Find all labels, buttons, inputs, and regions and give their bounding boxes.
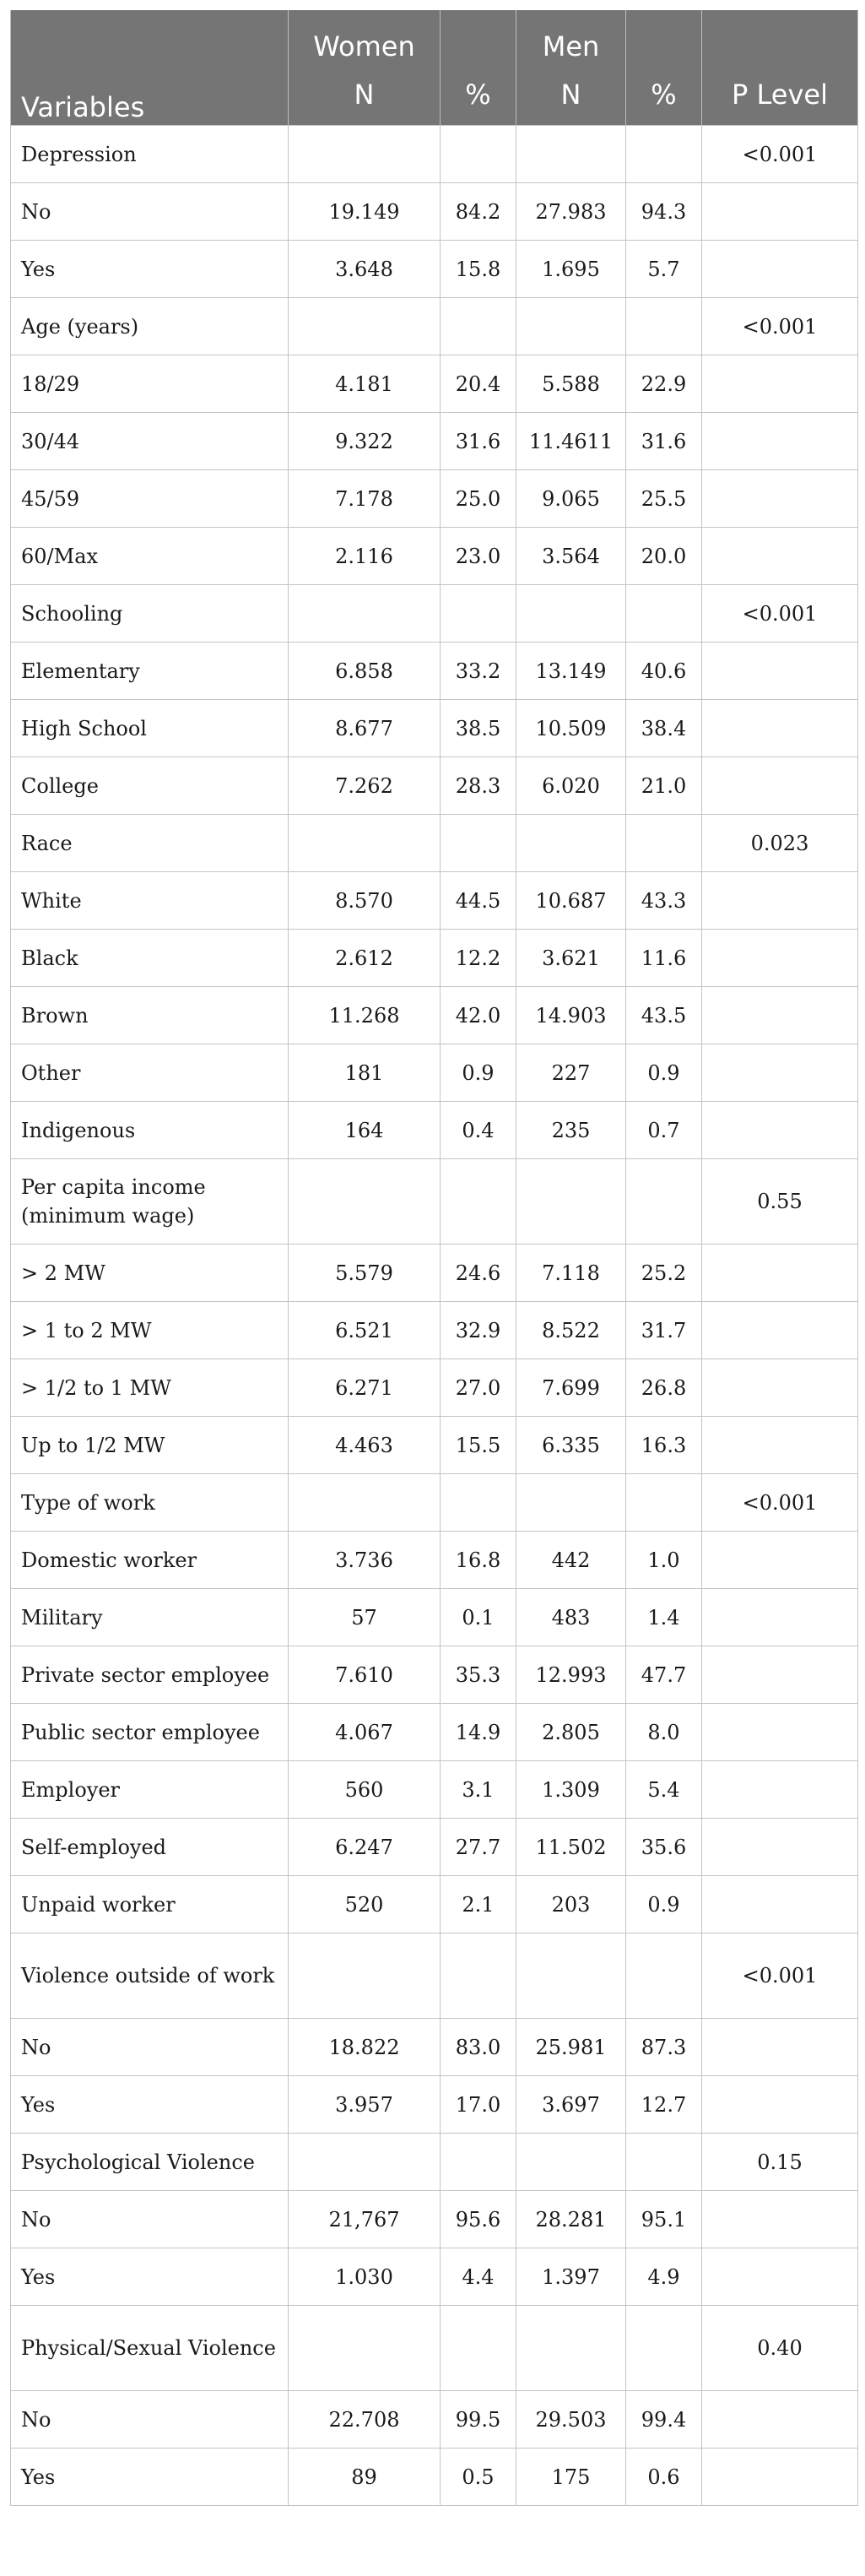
cell-men-n: 175 (516, 2449, 626, 2506)
cell-women-pct (441, 1474, 516, 1532)
cell-variable: 18/29 (11, 355, 289, 413)
cell-women-n: 4.463 (289, 1417, 441, 1474)
cell-p-level (702, 1359, 858, 1417)
cell-women-pct: 84.2 (441, 183, 516, 241)
cell-women-pct: 16.8 (441, 1532, 516, 1589)
cell-women-n: 57 (289, 1589, 441, 1646)
cell-women-pct: 42.0 (441, 987, 516, 1044)
cell-women-n: 4.067 (289, 1704, 441, 1761)
cell-men-pct: 94.3 (626, 183, 702, 241)
cell-p-level (702, 1819, 858, 1876)
cell-women-pct: 2.1 (441, 1876, 516, 1933)
cell-women-pct (441, 126, 516, 183)
cell-variable: Psychological Violence (11, 2134, 289, 2191)
header-variables: Variables (11, 10, 289, 126)
cell-women-pct: 27.0 (441, 1359, 516, 1417)
cell-men-n (516, 2134, 626, 2191)
cell-women-n: 11.268 (289, 987, 441, 1044)
cell-men-n: 3.621 (516, 930, 626, 987)
cell-p-level (702, 987, 858, 1044)
cell-p-level (702, 2449, 858, 2506)
table-row (11, 1532, 858, 1589)
cell-p-level (702, 872, 858, 930)
table-row (11, 1474, 858, 1532)
cell-women-n: 8.677 (289, 700, 441, 757)
cell-men-pct: 40.6 (626, 643, 702, 700)
cell-variable: Self-employed (11, 1819, 289, 1876)
data-table (10, 10, 858, 2506)
cell-women-n: 9.322 (289, 413, 441, 470)
cell-men-pct (626, 2306, 702, 2391)
cell-women-pct (441, 585, 516, 643)
table-row (11, 1359, 858, 1417)
cell-men-n: 8.522 (516, 1302, 626, 1359)
cell-variable: High School (11, 700, 289, 757)
table-row (11, 2019, 858, 2076)
header-row-groups (11, 10, 858, 64)
cell-men-pct: 5.4 (626, 1761, 702, 1819)
table-row (11, 355, 858, 413)
cell-women-n (289, 585, 441, 643)
cell-women-pct: 14.9 (441, 1704, 516, 1761)
cell-p-level (702, 1876, 858, 1933)
cell-men-pct: 0.6 (626, 2449, 702, 2506)
cell-men-n: 6.335 (516, 1417, 626, 1474)
cell-p-level (702, 1417, 858, 1474)
cell-men-n (516, 585, 626, 643)
cell-variable: Race (11, 815, 289, 872)
table-body (11, 126, 858, 2506)
cell-variable: Yes (11, 2248, 289, 2306)
table-row (11, 1589, 858, 1646)
cell-men-pct: 11.6 (626, 930, 702, 987)
cell-men-pct (626, 815, 702, 872)
table-row (11, 298, 858, 355)
cell-women-pct: 0.1 (441, 1589, 516, 1646)
cell-p-level: <0.001 (702, 1933, 858, 2019)
cell-men-n (516, 298, 626, 355)
cell-men-pct: 22.9 (626, 355, 702, 413)
cell-p-level (702, 2391, 858, 2449)
cell-men-pct: 31.7 (626, 1302, 702, 1359)
cell-men-n: 27.983 (516, 183, 626, 241)
cell-women-n (289, 298, 441, 355)
cell-men-pct (626, 2134, 702, 2191)
table-row (11, 528, 858, 585)
cell-p-level: 0.023 (702, 815, 858, 872)
cell-men-pct: 4.9 (626, 2248, 702, 2306)
cell-men-pct: 12.7 (626, 2076, 702, 2134)
cell-women-n: 19.149 (289, 183, 441, 241)
cell-variable: 30/44 (11, 413, 289, 470)
cell-men-n: 10.509 (516, 700, 626, 757)
cell-men-n (516, 1474, 626, 1532)
cell-women-pct (441, 2306, 516, 2391)
cell-p-level (702, 2019, 858, 2076)
cell-men-n: 25.981 (516, 2019, 626, 2076)
cell-men-n (516, 126, 626, 183)
table-row (11, 126, 858, 183)
table-row (11, 1819, 858, 1876)
cell-men-pct: 20.0 (626, 528, 702, 585)
cell-variable: 45/59 (11, 470, 289, 528)
cell-men-n (516, 1933, 626, 2019)
cell-women-pct: 44.5 (441, 872, 516, 930)
cell-men-n: 29.503 (516, 2391, 626, 2449)
cell-men-pct (626, 1933, 702, 2019)
cell-women-pct: 99.5 (441, 2391, 516, 2449)
cell-women-pct: 0.9 (441, 1044, 516, 1102)
cell-women-pct: 95.6 (441, 2191, 516, 2248)
header-men-pct: % (626, 64, 702, 126)
cell-women-pct (441, 2134, 516, 2191)
cell-men-pct: 43.5 (626, 987, 702, 1044)
table-row (11, 1159, 858, 1245)
cell-p-level: <0.001 (702, 585, 858, 643)
cell-women-n (289, 1159, 441, 1245)
cell-women-n: 6.521 (289, 1302, 441, 1359)
cell-variable: Indigenous (11, 1102, 289, 1159)
cell-men-pct: 35.6 (626, 1819, 702, 1876)
cell-men-pct (626, 585, 702, 643)
cell-women-pct: 20.4 (441, 355, 516, 413)
cell-women-pct: 27.7 (441, 1819, 516, 1876)
cell-variable: Public sector employee (11, 1704, 289, 1761)
cell-men-pct (626, 1159, 702, 1245)
cell-women-pct: 15.5 (441, 1417, 516, 1474)
cell-women-n: 7.610 (289, 1646, 441, 1704)
cell-women-n: 6.271 (289, 1359, 441, 1417)
cell-women-pct: 33.2 (441, 643, 516, 700)
table-row (11, 585, 858, 643)
cell-p-level (702, 1532, 858, 1589)
cell-variable: Yes (11, 241, 289, 298)
cell-women-n: 2.612 (289, 930, 441, 987)
cell-men-pct: 87.3 (626, 2019, 702, 2076)
cell-variable: No (11, 2391, 289, 2449)
cell-men-n: 10.687 (516, 872, 626, 930)
cell-women-n: 7.178 (289, 470, 441, 528)
cell-variable: Military (11, 1589, 289, 1646)
cell-women-pct: 0.4 (441, 1102, 516, 1159)
cell-variable: Black (11, 930, 289, 987)
cell-women-n: 89 (289, 2449, 441, 2506)
cell-men-pct: 25.5 (626, 470, 702, 528)
cell-variable: Per capita income (minimum wage) (11, 1159, 289, 1245)
cell-variable: Elementary (11, 643, 289, 700)
cell-women-n: 3.648 (289, 241, 441, 298)
cell-women-n: 164 (289, 1102, 441, 1159)
cell-p-level (702, 528, 858, 585)
cell-women-n (289, 1474, 441, 1532)
cell-women-pct: 28.3 (441, 757, 516, 815)
cell-men-n (516, 2306, 626, 2391)
cell-women-n: 3.957 (289, 2076, 441, 2134)
cell-women-pct: 4.4 (441, 2248, 516, 2306)
cell-women-n: 1.030 (289, 2248, 441, 2306)
cell-p-level (702, 241, 858, 298)
cell-women-pct: 17.0 (441, 2076, 516, 2134)
cell-variable: Brown (11, 987, 289, 1044)
cell-variable: Private sector employee (11, 1646, 289, 1704)
cell-variable: Physical/Sexual Violence (11, 2306, 289, 2391)
cell-variable: White (11, 872, 289, 930)
cell-men-n: 5.588 (516, 355, 626, 413)
cell-men-n: 442 (516, 1532, 626, 1589)
cell-men-pct: 16.3 (626, 1417, 702, 1474)
cell-women-n (289, 1933, 441, 2019)
cell-p-level (702, 1044, 858, 1102)
header-women-spacer (441, 10, 516, 64)
cell-variable: Other (11, 1044, 289, 1102)
table-row (11, 2076, 858, 2134)
cell-men-n: 235 (516, 1102, 626, 1159)
table-row (11, 1302, 858, 1359)
cell-men-pct: 1.0 (626, 1532, 702, 1589)
table-row (11, 1102, 858, 1159)
table-row (11, 2306, 858, 2391)
cell-variable: Up to 1/2 MW (11, 1417, 289, 1474)
cell-women-pct (441, 1933, 516, 2019)
cell-p-level (702, 1589, 858, 1646)
cell-men-n: 2.805 (516, 1704, 626, 1761)
cell-men-pct: 31.6 (626, 413, 702, 470)
header-women: Women (289, 10, 441, 64)
header-p-spacer (702, 10, 858, 64)
cell-variable: No (11, 2191, 289, 2248)
cell-men-pct: 21.0 (626, 757, 702, 815)
cell-men-pct: 5.7 (626, 241, 702, 298)
cell-women-n: 2.116 (289, 528, 441, 585)
header-men-spacer (626, 10, 702, 64)
cell-p-level (702, 1646, 858, 1704)
table-row (11, 2248, 858, 2306)
cell-men-pct (626, 1474, 702, 1532)
cell-men-n: 9.065 (516, 470, 626, 528)
table-row (11, 1417, 858, 1474)
table-row (11, 1876, 858, 1933)
cell-women-n: 21,767 (289, 2191, 441, 2248)
cell-men-pct: 43.3 (626, 872, 702, 930)
cell-p-level: 0.55 (702, 1159, 858, 1245)
table-row (11, 2134, 858, 2191)
cell-men-pct: 26.8 (626, 1359, 702, 1417)
cell-women-pct: 23.0 (441, 528, 516, 585)
cell-men-n: 203 (516, 1876, 626, 1933)
cell-women-pct (441, 298, 516, 355)
cell-men-n: 11.4611 (516, 413, 626, 470)
cell-men-n: 1.397 (516, 2248, 626, 2306)
cell-men-n: 7.118 (516, 1245, 626, 1302)
header-women-n: N (289, 64, 441, 126)
cell-women-pct: 32.9 (441, 1302, 516, 1359)
table-header (11, 10, 858, 126)
table-row (11, 930, 858, 987)
table-row (11, 1245, 858, 1302)
cell-women-pct: 83.0 (441, 2019, 516, 2076)
cell-men-pct (626, 126, 702, 183)
cell-men-n (516, 815, 626, 872)
cell-variable: Unpaid worker (11, 1876, 289, 1933)
table-row (11, 700, 858, 757)
cell-women-n (289, 2306, 441, 2391)
table-row (11, 1704, 858, 1761)
cell-men-n: 13.149 (516, 643, 626, 700)
cell-p-level (702, 183, 858, 241)
cell-men-n: 1.309 (516, 1761, 626, 1819)
cell-men-n: 3.697 (516, 2076, 626, 2134)
table-row (11, 1044, 858, 1102)
cell-p-level (702, 643, 858, 700)
cell-women-n: 6.247 (289, 1819, 441, 1876)
cell-women-n: 6.858 (289, 643, 441, 700)
cell-p-level (702, 930, 858, 987)
cell-variable: Employer (11, 1761, 289, 1819)
cell-p-level: <0.001 (702, 126, 858, 183)
cell-men-n: 1.695 (516, 241, 626, 298)
cell-p-level (702, 413, 858, 470)
cell-women-n (289, 126, 441, 183)
cell-variable: Depression (11, 126, 289, 183)
table-row (11, 183, 858, 241)
cell-p-level (702, 1102, 858, 1159)
cell-p-level (702, 1704, 858, 1761)
table-row (11, 987, 858, 1044)
header-men: Men (516, 10, 626, 64)
cell-women-n (289, 2134, 441, 2191)
cell-p-level (702, 700, 858, 757)
cell-women-n: 4.181 (289, 355, 441, 413)
table-row (11, 241, 858, 298)
cell-men-pct: 8.0 (626, 1704, 702, 1761)
cell-women-n: 560 (289, 1761, 441, 1819)
cell-variable: College (11, 757, 289, 815)
cell-men-n: 28.281 (516, 2191, 626, 2248)
cell-variable: Schooling (11, 585, 289, 643)
cell-p-level: 0.15 (702, 2134, 858, 2191)
cell-women-pct: 25.0 (441, 470, 516, 528)
cell-women-pct: 31.6 (441, 413, 516, 470)
cell-men-pct: 0.9 (626, 1044, 702, 1102)
table-row (11, 470, 858, 528)
cell-women-n: 7.262 (289, 757, 441, 815)
cell-women-n: 520 (289, 1876, 441, 1933)
cell-p-level: <0.001 (702, 298, 858, 355)
cell-men-pct: 25.2 (626, 1245, 702, 1302)
cell-women-pct: 15.8 (441, 241, 516, 298)
cell-women-pct: 35.3 (441, 1646, 516, 1704)
cell-variable: > 1 to 2 MW (11, 1302, 289, 1359)
cell-women-pct (441, 1159, 516, 1245)
cell-p-level: 0.40 (702, 2306, 858, 2391)
cell-women-n (289, 815, 441, 872)
cell-women-pct: 38.5 (441, 700, 516, 757)
cell-women-n: 8.570 (289, 872, 441, 930)
cell-men-pct: 38.4 (626, 700, 702, 757)
cell-men-pct: 47.7 (626, 1646, 702, 1704)
cell-men-pct: 95.1 (626, 2191, 702, 2248)
cell-men-pct (626, 298, 702, 355)
cell-variable: Domestic worker (11, 1532, 289, 1589)
cell-women-n: 181 (289, 1044, 441, 1102)
cell-men-n: 227 (516, 1044, 626, 1102)
cell-men-pct: 0.7 (626, 1102, 702, 1159)
table-row (11, 413, 858, 470)
header-men-n: N (516, 64, 626, 126)
table-row (11, 2191, 858, 2248)
table-row (11, 643, 858, 700)
table-row (11, 757, 858, 815)
cell-men-pct: 99.4 (626, 2391, 702, 2449)
cell-variable: > 2 MW (11, 1245, 289, 1302)
table-row (11, 1646, 858, 1704)
cell-women-n: 22.708 (289, 2391, 441, 2449)
cell-p-level (702, 1761, 858, 1819)
table-row (11, 2449, 858, 2506)
cell-p-level (702, 1245, 858, 1302)
cell-variable: No (11, 183, 289, 241)
header-women-pct: % (441, 64, 516, 126)
cell-p-level (702, 2191, 858, 2248)
cell-men-n: 7.699 (516, 1359, 626, 1417)
cell-men-n: 12.993 (516, 1646, 626, 1704)
cell-p-level (702, 2076, 858, 2134)
cell-men-n: 3.564 (516, 528, 626, 585)
cell-variable: > 1/2 to 1 MW (11, 1359, 289, 1417)
cell-women-n: 3.736 (289, 1532, 441, 1589)
cell-p-level: <0.001 (702, 1474, 858, 1532)
cell-women-pct: 0.5 (441, 2449, 516, 2506)
table-row (11, 1761, 858, 1819)
cell-men-pct: 1.4 (626, 1589, 702, 1646)
cell-women-pct (441, 815, 516, 872)
cell-variable: Yes (11, 2449, 289, 2506)
cell-variable: Yes (11, 2076, 289, 2134)
cell-variable: Type of work (11, 1474, 289, 1532)
cell-p-level (702, 1302, 858, 1359)
table-row (11, 872, 858, 930)
table-row (11, 815, 858, 872)
cell-variable: Violence outside of work (11, 1933, 289, 2019)
cell-women-pct: 12.2 (441, 930, 516, 987)
cell-variable: 60/Max (11, 528, 289, 585)
cell-men-n: 14.903 (516, 987, 626, 1044)
cell-women-pct: 24.6 (441, 1245, 516, 1302)
cell-p-level (702, 757, 858, 815)
cell-men-n: 6.020 (516, 757, 626, 815)
cell-men-n (516, 1159, 626, 1245)
cell-men-n: 483 (516, 1589, 626, 1646)
table-row (11, 2391, 858, 2449)
cell-women-n: 18.822 (289, 2019, 441, 2076)
cell-women-n: 5.579 (289, 1245, 441, 1302)
cell-p-level (702, 355, 858, 413)
cell-men-pct: 0.9 (626, 1876, 702, 1933)
header-p-level: P Level (702, 64, 858, 126)
cell-p-level (702, 2248, 858, 2306)
cell-men-n: 11.502 (516, 1819, 626, 1876)
table-row (11, 1933, 858, 2019)
cell-women-pct: 3.1 (441, 1761, 516, 1819)
cell-variable: Age (years) (11, 298, 289, 355)
cell-p-level (702, 470, 858, 528)
cell-variable: No (11, 2019, 289, 2076)
